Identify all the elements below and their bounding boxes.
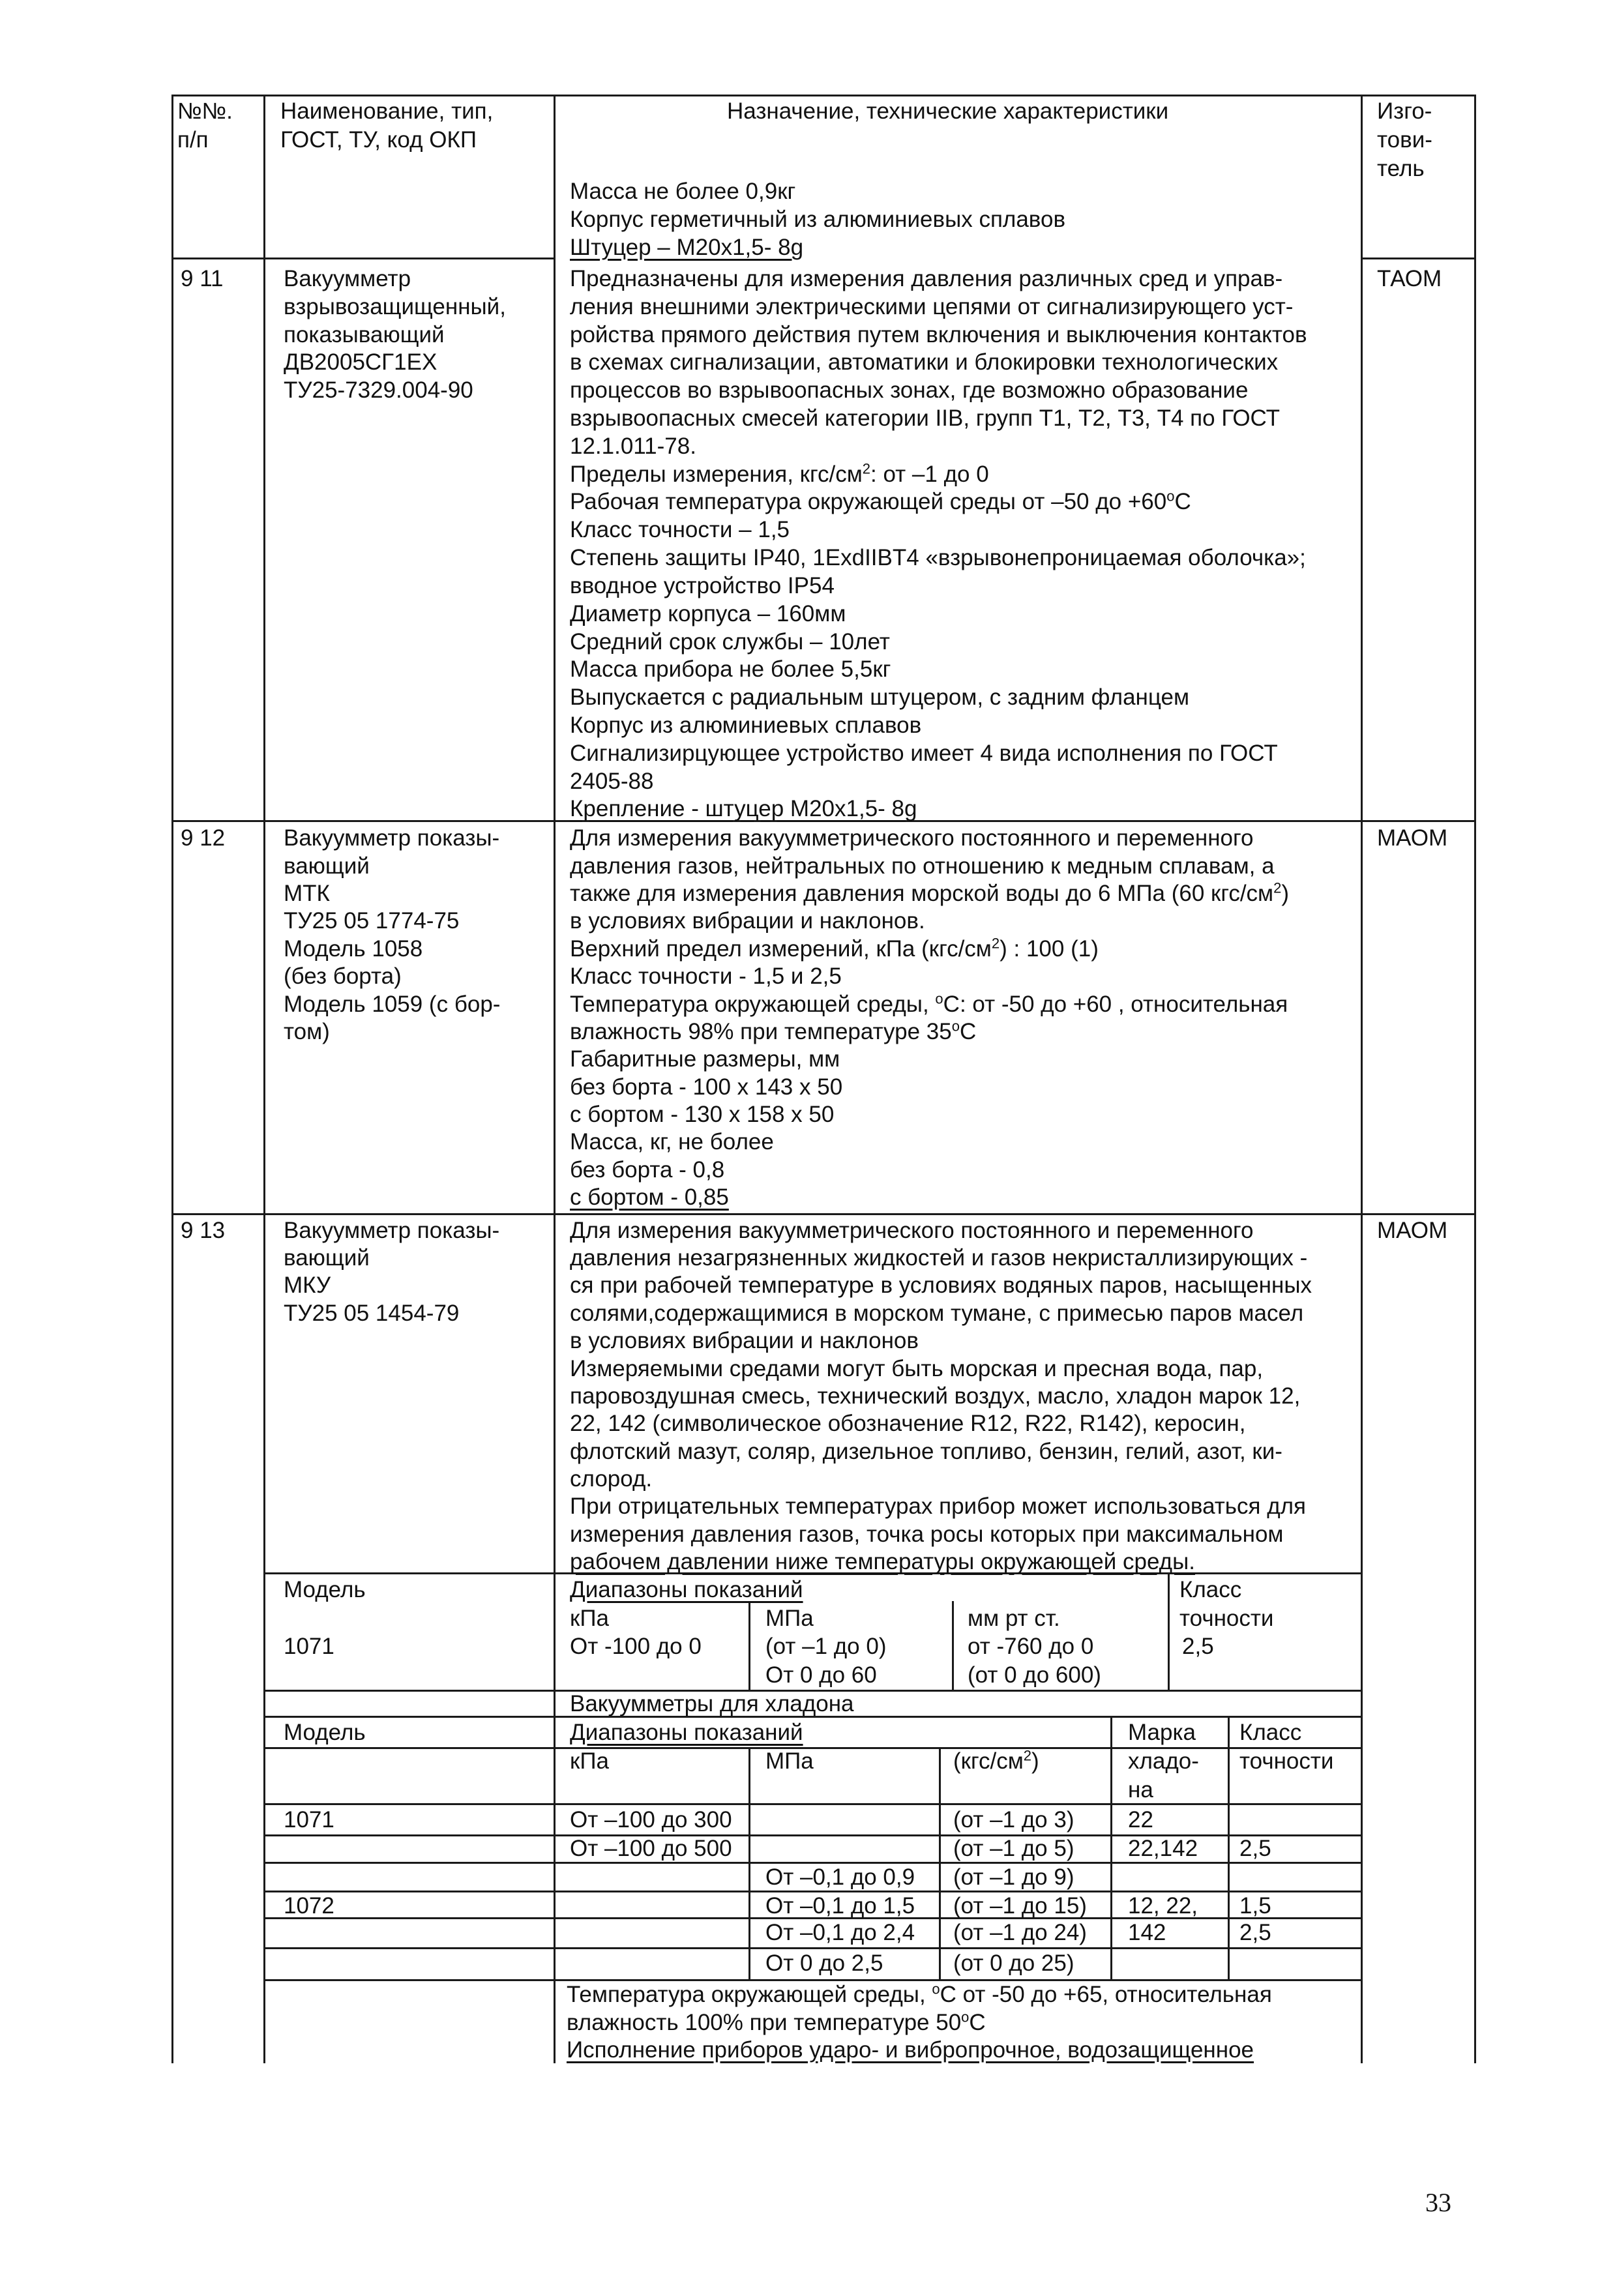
description-line: Класс точности – 1,5: [570, 517, 790, 542]
subtable-header: МПа: [765, 1606, 814, 1631]
subtable-header: Модель: [284, 1720, 366, 1745]
device-name-line: ТУ25 05 1454-79: [284, 1301, 460, 1326]
subtable-header: точности: [1239, 1748, 1334, 1774]
subtable-cell: От –0,1 до 1,5: [765, 1893, 915, 1919]
device-name-line: ДВ2005СГ1ЕХ: [284, 349, 437, 375]
description-line: в схемах сигнализации, автоматики и блокировки технологических: [570, 349, 1279, 375]
subtable-header: Диапазоны показаний: [570, 1720, 803, 1745]
subtable-header: Модель: [284, 1577, 366, 1602]
row-number: 9 11: [181, 266, 224, 291]
table-rule: [1474, 95, 1476, 2063]
prev-row-line: Корпус герметичный из алюминиевых сплавов: [570, 207, 1066, 232]
description-line: Средний срок службы – 10лет: [570, 629, 890, 655]
description-line: Пределы измерения, кгс/$см^2$: от –1 до 0: [570, 460, 989, 487]
description-line: вводное устройство IP54: [570, 573, 835, 598]
prev-row-line: Штуцер – М20х1,5- 8g: [570, 235, 804, 260]
device-name-line: Вакуумметр: [284, 266, 411, 291]
manufacturer: ТАОМ: [1377, 266, 1442, 291]
description-line: рабочем давлении ниже температуры окружающей среды.: [570, 1549, 1195, 1574]
description-line: с бортом - 130 х 158 х 50: [570, 1102, 835, 1127]
subtable-cell: 22,142: [1128, 1836, 1198, 1861]
device-name-line: ТУ25-7329.004-90: [284, 377, 473, 403]
table-rule: [748, 1601, 750, 1690]
subtable-cell: 2,5: [1239, 1836, 1271, 1861]
device-name-line: МКУ: [284, 1273, 331, 1298]
subtable-header: хладо-: [1128, 1748, 1199, 1774]
page-number: 33: [1425, 2188, 1451, 2217]
description-line: 2405-88: [570, 769, 654, 794]
description-line: Для измерения вакуумметрического постоянного и переменного: [570, 1218, 1254, 1243]
manufacturer: МАОМ: [1377, 825, 1448, 851]
description-line: солями,содержащимися в морском тумане, с примесью паров масел: [570, 1301, 1304, 1326]
description-line: также для измерения давления морской воды до 6 МПа (60 кгс/$см^2$): [570, 879, 1290, 906]
table-rule: [952, 1601, 954, 1690]
table-rule: [554, 95, 556, 2063]
description-line: давления незагрязненных жидкостей и газов некристаллизирующих -: [570, 1245, 1308, 1271]
subtable-header: Класс: [1239, 1720, 1302, 1745]
description-line: процессов во взрывоопасных зонах, где возможно образование: [570, 377, 1249, 403]
subtable-cell: (от –1 до 0): [765, 1634, 887, 1659]
subtable-header: на: [1128, 1777, 1153, 1803]
description-line: Верхний предел измерений, кПа $(кгс/см^2)$ : 100 (1): [570, 935, 1099, 962]
description-line: в условиях вибрации и наклонов: [570, 1328, 919, 1353]
device-name-line: вающий: [284, 853, 370, 879]
subtable-cell: (от 0 до 25): [953, 1950, 1074, 1976]
subtable-header: точности: [1179, 1606, 1274, 1631]
subtable-cell: 2,5: [1182, 1634, 1214, 1659]
subtable-header: Марка: [1128, 1720, 1196, 1745]
table-rule: [171, 258, 554, 259]
description-line: слород.: [570, 1466, 653, 1492]
table-rule: [1361, 258, 1474, 259]
manufacturer: МАОМ: [1377, 1218, 1448, 1243]
subtable-cell: 22: [1128, 1807, 1153, 1832]
column-header-maker: тови-: [1377, 127, 1432, 153]
description-line: Масса прибора не более 5,5кг: [570, 656, 891, 682]
subtable-cell: (от –1 до 24): [953, 1920, 1087, 1945]
table-rule: [171, 95, 1474, 96]
description-line: Корпус из алюминиевых сплавов: [570, 713, 922, 738]
column-header-purpose: Назначение, технические характеристики: [727, 98, 1169, 124]
description-line: Масса, кг, не более: [570, 1129, 774, 1155]
subtable-cell: 142: [1128, 1920, 1166, 1945]
description-line: Для измерения вакуумметрического постоянного и переменного: [570, 825, 1254, 851]
prev-row-line: Масса не более 0,9кг: [570, 179, 796, 204]
device-name-line: Модель 1059 (с бор-: [284, 992, 501, 1017]
description-line: измерения давления газов, точка росы которых при максимальном: [570, 1522, 1284, 1547]
table-rule: [263, 1803, 1361, 1805]
subtable-cell: От –0,1 до 2,4: [765, 1920, 915, 1945]
description-line: без борта - 100 х 143 х 50: [570, 1074, 843, 1100]
subtable-cell: От 0 до 2,5: [765, 1950, 883, 1976]
subtable-title: Вакуумметры для хладона: [570, 1691, 854, 1716]
device-name-line: показывающий: [284, 322, 445, 347]
description-line: паровоздушная смесь, технический воздух, масло, хладон марок 12,: [570, 1383, 1301, 1409]
description-line: Диаметр корпуса – 160мм: [570, 601, 846, 626]
subtable-cell: (от –1 до 9): [953, 1864, 1074, 1890]
description-line: Предназначены для измерения давления различных сред и управ-: [570, 266, 1283, 291]
subtable-cell: (от –1 до 15): [953, 1893, 1087, 1919]
description-line: Степень защиты IP40, 1ExdIIBT4 «взрывонепроницаемая оболочка»;: [570, 545, 1306, 570]
table-rule: [263, 95, 265, 2063]
description-line: флотский мазут, соляр, дизельное топливо, бензин, гелий, азот, ки-: [570, 1439, 1282, 1464]
description-line: Сигнализирцующее устройство имеет 4 вида исполнения по ГОСТ: [570, 741, 1278, 766]
description-line: влажность 98% при температуре 35$^o$С: [570, 1018, 977, 1044]
column-header-number: п/п: [177, 127, 209, 153]
row-number: 9 13: [181, 1218, 226, 1243]
subtable-cell: От -100 до 0: [570, 1634, 702, 1659]
subtable-header: кПа: [570, 1606, 609, 1631]
description-line: 12.1.011-78.: [570, 434, 696, 459]
device-name-line: вающий: [284, 1245, 370, 1271]
footer-line: Температура окружающей среды, $^o$С от -50 до +65, относительная: [567, 1980, 1272, 2007]
subtable-cell: 1071: [284, 1807, 334, 1832]
subtable-cell: (от –1 до 3): [953, 1807, 1074, 1832]
description-line: ройства прямого действия путем включения и выключения контактов: [570, 322, 1307, 347]
description-line: Габаритные размеры, мм: [570, 1046, 840, 1072]
subtable-cell: От –100 до 300: [570, 1807, 732, 1832]
table-rule: [939, 1747, 941, 1979]
table-rule: [1110, 1716, 1112, 1979]
device-name-line: Вакуумметр показы-: [284, 825, 500, 851]
subtable-cell: От –100 до 500: [570, 1836, 732, 1861]
table-rule: [1228, 1716, 1230, 1979]
table-rule: [1361, 95, 1363, 2063]
subtable-cell: (от 0 до 600): [968, 1662, 1101, 1688]
description-line: Крепление - штуцер М20х1,5- 8g: [570, 796, 917, 821]
table-rule: [171, 1213, 1474, 1215]
device-name-line: том): [284, 1019, 330, 1044]
subtable-cell: 1,5: [1239, 1893, 1271, 1919]
subtable-cell: (от –1 до 5): [953, 1836, 1074, 1861]
description-line: взрывоопасных смесей категории IIВ, групп Т1, Т2, Т3, Т4 по ГОСТ: [570, 405, 1281, 431]
subtable-cell: 1072: [284, 1893, 334, 1919]
column-header-maker: тель: [1377, 156, 1425, 181]
subtable-header: кПа: [570, 1748, 609, 1774]
description-line: давления газов, нейтральных по отношению к медным сплавам, а: [570, 853, 1275, 879]
column-header-name: Наименование, тип,: [280, 98, 494, 124]
description-line: Температура окружающей среды, $^o$С: от -50 до +60 , относительная: [570, 990, 1288, 1017]
subtable-header: Класс: [1179, 1577, 1242, 1602]
device-name-line: ТУ25 05 1774-75: [284, 908, 460, 934]
device-name-line: (без борта): [284, 964, 402, 989]
table-rule: [1168, 1572, 1170, 1690]
subtable-header: МПа: [765, 1748, 814, 1774]
device-name-line: взрывозащищенный,: [284, 294, 506, 319]
footer-line: Исполнение приборов ударо- и вибропрочное, водозащищенное: [567, 2037, 1254, 2063]
subtable-cell: 1071: [284, 1634, 334, 1659]
column-header-name: ГОСТ, ТУ, код ОКП: [280, 127, 477, 153]
device-name-line: Вакуумметр показы-: [284, 1218, 500, 1243]
subtable-cell: От –0,1 до 0,9: [765, 1864, 915, 1890]
subtable-cell: От 0 до 60: [765, 1662, 877, 1688]
table-rule: [554, 1572, 556, 1716]
subtable-header: $(кгс/см^2)$: [953, 1747, 1039, 1774]
footer-line: влажность 100% при температуре 50$^o$С: [567, 2009, 986, 2035]
description-line: При отрицательных температурах прибор может использоваться для: [570, 1494, 1307, 1519]
description-line: в условиях вибрации и наклонов.: [570, 908, 925, 934]
subtable-cell: 2,5: [1239, 1920, 1271, 1945]
table-rule: [171, 95, 173, 2063]
description-line: без борта - 0,8: [570, 1157, 725, 1183]
subtable-cell: 12, 22,: [1128, 1893, 1198, 1919]
table-rule: [748, 1747, 750, 1979]
subtable-header: мм рт ст.: [968, 1606, 1060, 1631]
description-line: Выпускается с радиальным штуцером, с задним фланцем: [570, 684, 1190, 710]
subtable-cell: от -760 до 0: [968, 1634, 1094, 1659]
column-header-number: №№.: [177, 98, 233, 124]
description-line: Измеряемыми средами могут быть морская и пресная вода, пар,: [570, 1356, 1264, 1381]
device-name-line: МТК: [284, 881, 330, 906]
description-line: с бортом - 0,85: [570, 1185, 729, 1210]
device-name-line: Модель 1058: [284, 936, 423, 962]
description-line: ся при рабочей температуре в условиях водяных паров, насыщенных: [570, 1273, 1312, 1298]
description-line: Класс точности - 1,5 и 2,5: [570, 964, 842, 989]
column-header-maker: Изго-: [1377, 98, 1432, 124]
description-line: Рабочая температура окружающей среды от –50 до $+60^oС$: [570, 488, 1191, 514]
description-line: ления внешними электрическими цепями от сигнализирующего уст-: [570, 294, 1294, 319]
description-line: 22, 142 (символическое обозначение R12, R22, R142), керосин,: [570, 1411, 1246, 1436]
row-number: 9 12: [181, 825, 226, 851]
subtable-header: Диапазоны показаний: [570, 1577, 803, 1602]
